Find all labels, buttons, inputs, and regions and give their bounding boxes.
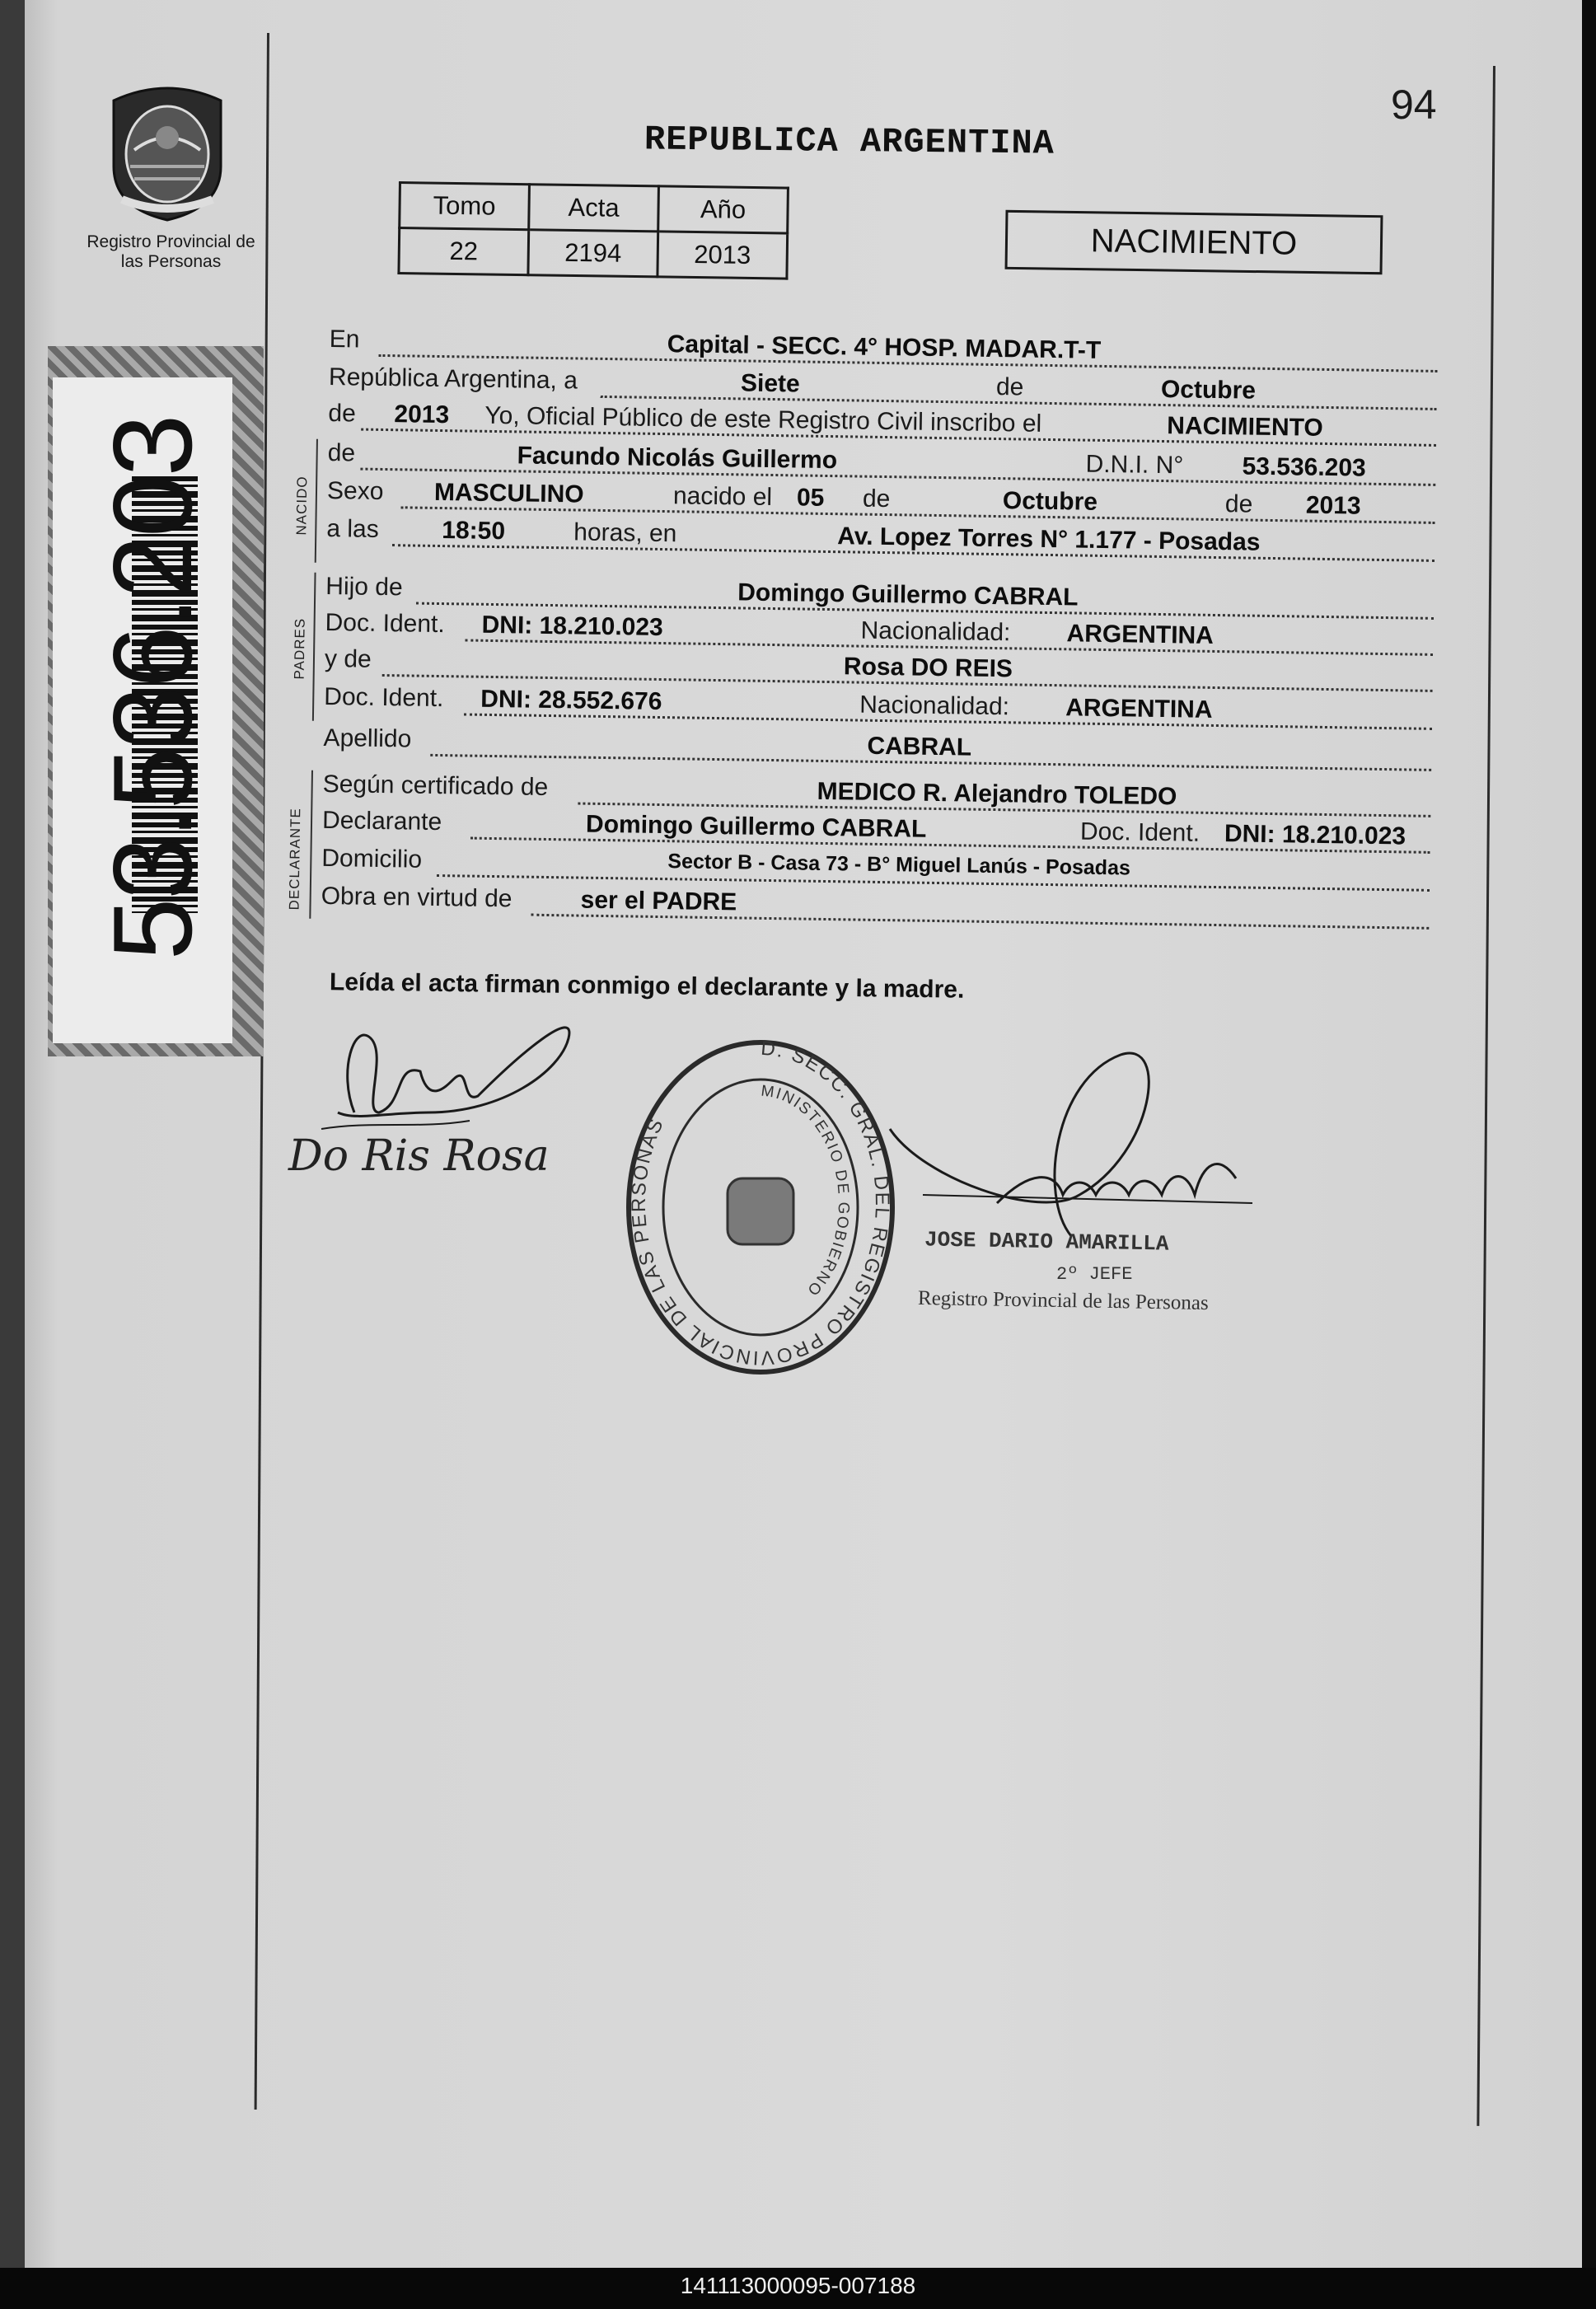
scan-id: 141113000095-007188: [680, 2273, 916, 2298]
value-father-nat: ARGENTINA: [1066, 620, 1215, 649]
label-hijo: Hijo de: [325, 572, 403, 602]
stamp-outer-text: D. SECC. GRAL. DEL REGISTRO PROVINCIAL DE LAS PERSONAS: [627, 1037, 894, 1370]
value-father-doc: DNI: 18.210.023: [481, 611, 663, 642]
stamp-inner-text: MINISTERIO DE GOBIERNO: [760, 1082, 853, 1300]
value-inscribo: NACIMIENTO: [1167, 412, 1323, 442]
label-domicilio: Domicilio: [321, 844, 423, 873]
mother-signature-text: Do Ris Rosa: [288, 1131, 550, 1181]
document-title: REPUBLICA ARGENTINA: [644, 119, 1055, 164]
row-hijo: [325, 572, 1079, 611]
row-apellido: [323, 724, 972, 762]
label-de-byear: de: [1224, 490, 1253, 518]
official-name: JOSE DARIO AMARILLA: [924, 1227, 1169, 1257]
row-father-doc: [325, 608, 1215, 649]
table-value-ano: 2013: [658, 232, 788, 279]
value-child-name: Facundo Nicolás Guillermo: [517, 442, 838, 475]
label-doc-mother: Doc. Ident.: [324, 682, 444, 713]
section-label-declarante: DECLARANTE: [286, 808, 304, 911]
value-birth-month: Octubre: [1002, 487, 1098, 516]
left-margin-rule: [255, 33, 269, 2110]
label-horas: horas, en: [573, 518, 677, 548]
value-dni: 53.536.203: [1242, 452, 1366, 482]
label-de: de: [995, 373, 1024, 401]
value-sexo: MASCULINO: [433, 478, 584, 508]
row-name: [327, 438, 1366, 482]
value-en: Capital - SECC. 4° HOSP. MADAR.T-T: [667, 330, 1102, 364]
label-nacionalidad-mother: Nacionalidad:: [859, 691, 1010, 721]
row-domicilio: [321, 844, 1131, 883]
label-de-name: de: [327, 438, 356, 467]
misiones-coat-of-arms-logo: [105, 76, 229, 222]
value-place: Av. Lopez Torres N° 1.177 - Posadas: [837, 522, 1261, 556]
row-declarante: [321, 806, 1406, 850]
value-month: Octubre: [1160, 375, 1257, 405]
label-republica: República Argentina, a: [328, 363, 578, 395]
value-birth-year: 2013: [1305, 491, 1361, 520]
value-declarante-doc: DNI: 18.210.023: [1224, 820, 1406, 850]
label-de-month: de: [862, 485, 891, 513]
table-header-ano: Año: [658, 186, 789, 233]
label-declarante: Declarante: [321, 806, 442, 836]
official-organization: Registro Provincial de las Personas: [917, 1286, 1209, 1315]
value-father: Domingo Guillermo CABRAL: [737, 578, 1079, 611]
value-mother: Rosa DO REIS: [843, 653, 1013, 683]
label-segun: Según certificado de: [322, 770, 549, 801]
sticker-dni-number: 53.536.203: [90, 415, 215, 961]
row-hora: [326, 514, 1261, 556]
value-apellido: CABRAL: [867, 732, 972, 761]
value-mother-doc: DNI: 28.552.676: [480, 685, 662, 716]
binding-edge: [0, 0, 25, 2268]
official-title: 2º JEFE: [1056, 1264, 1133, 1285]
row-segun: [322, 770, 1177, 811]
label-de-year: de: [328, 399, 357, 428]
label-apellido: Apellido: [323, 724, 412, 753]
page-number: 94: [1391, 82, 1437, 128]
mother-signature: [280, 1121, 593, 1195]
label-doc-declarante: Doc. Ident.: [1079, 817, 1201, 847]
record-type-box: NACIMIENTO: [1005, 210, 1383, 274]
row-obra: [321, 882, 737, 921]
value-year: 2013: [394, 400, 450, 429]
record-table: [397, 181, 789, 280]
label-nacionalidad: Nacionalidad:: [860, 616, 1011, 647]
label-obra: Obra en virtud de: [321, 882, 512, 913]
row-year: [328, 399, 1323, 442]
value-birth-day: 05: [796, 484, 825, 512]
official-round-stamp: [616, 1030, 905, 1384]
label-yde: y de: [324, 644, 372, 673]
label-en: En: [329, 326, 360, 354]
value-day: Siete: [740, 369, 800, 398]
registry-label: Registro Provincial de las Personas: [87, 232, 255, 271]
table-header-tomo: Tomo: [400, 183, 530, 230]
value-segun: MEDICO R. Alejandro TOLEDO: [817, 777, 1177, 811]
oficial-text: Yo, Oficial Público de este Registro Civil inscribo el: [484, 401, 1042, 438]
value-declarante: Domingo Guillermo CABRAL: [585, 810, 927, 843]
table-header-acta: Acta: [529, 185, 659, 232]
stamp-emblem-icon: [728, 1178, 793, 1244]
section-label-padres: PADRES: [291, 617, 308, 680]
right-margin-rule: [1477, 66, 1495, 2126]
label-doc: Doc. Ident.: [325, 608, 445, 639]
value-mother-nat: ARGENTINA: [1065, 694, 1213, 724]
label-nacido: nacido el: [672, 482, 773, 511]
row-mother-doc: [324, 682, 1213, 724]
row-sexo: [326, 476, 1361, 520]
label-a-las: a las: [326, 514, 379, 543]
official-signature: [873, 1030, 1269, 1244]
value-time: 18:50: [442, 517, 506, 546]
label-dni: D.N.I. N°: [1085, 450, 1184, 480]
value-obra: ser el PADRE: [580, 886, 737, 916]
table-value-acta: 2194: [528, 230, 658, 277]
row-en: [329, 326, 1102, 364]
row-republica: [328, 363, 1257, 405]
row-mother: [324, 644, 1013, 683]
table-value-tomo: 22: [399, 228, 529, 275]
label-sexo: Sexo: [326, 476, 384, 505]
closing-statement: Leída el acta firman conmigo el declarante y la madre.: [329, 968, 965, 1004]
value-domicilio: Sector B - Casa 73 - B° Miguel Lanús - Posadas: [667, 850, 1131, 880]
section-label-nacido: NACIDO: [293, 475, 311, 536]
